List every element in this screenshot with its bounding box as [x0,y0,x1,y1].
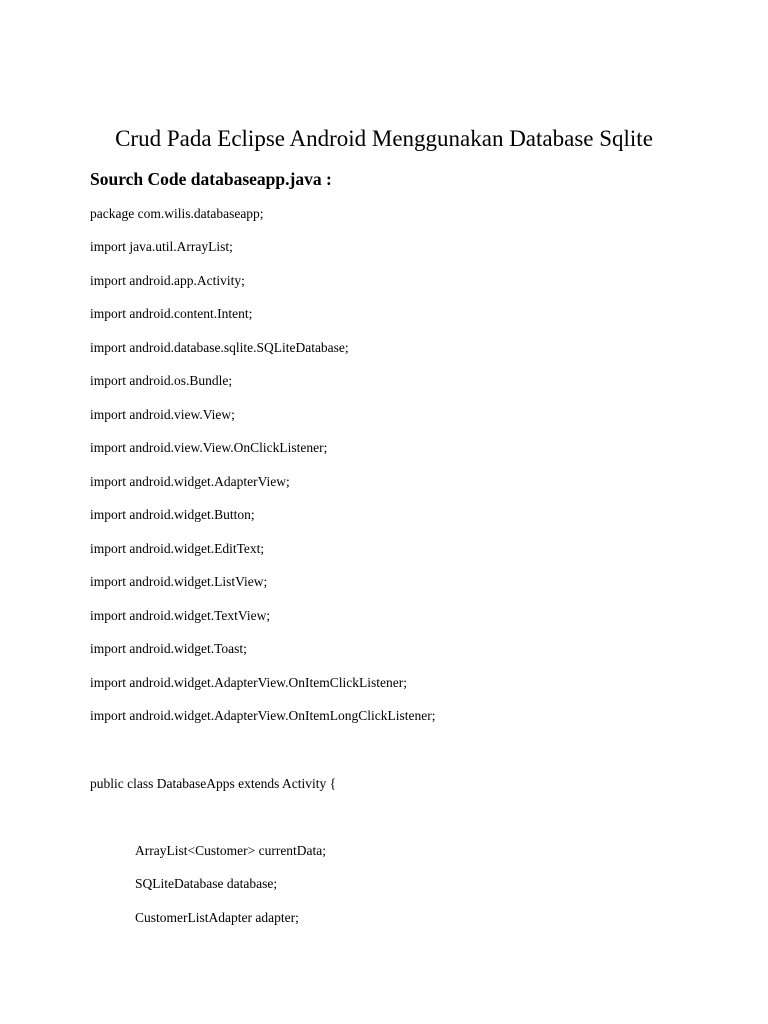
code-line: import android.widget.AdapterView.OnItemLongClickListener; [90,708,436,723]
code-line: SQLiteDatabase database; [135,876,278,891]
document-title: Crud Pada Eclipse Android Menggunakan Database Sqlite [115,126,653,151]
code-line: package com.wilis.databaseapp; [90,206,264,221]
code-line: import android.widget.TextView; [90,608,271,623]
code-line: import android.widget.AdapterView; [90,474,290,489]
code-line: import android.widget.Button; [90,507,255,522]
code-line: CustomerListAdapter adapter; [135,910,299,925]
code-line: import android.widget.EditText; [90,541,265,556]
code-line: import android.widget.AdapterView.OnItemClickListener; [90,675,407,690]
code-line: import android.widget.Toast; [90,641,247,656]
code-line: import android.content.Intent; [90,306,253,321]
code-line: import android.os.Bundle; [90,373,233,388]
code-line: import android.view.View; [90,407,235,422]
code-line: public class DatabaseApps extends Activity { [90,776,337,791]
code-line: import java.util.ArrayList; [90,239,233,254]
code-line: import android.view.View.OnClickListener; [90,440,328,455]
code-line: import android.app.Activity; [90,273,245,288]
code-line: import android.widget.ListView; [90,574,268,589]
code-line: ArrayList<Customer> currentData; [135,843,327,858]
section-heading: Sourch Code databaseapp.java : [90,169,332,189]
code-line: import android.database.sqlite.SQLiteDatabase; [90,340,349,355]
